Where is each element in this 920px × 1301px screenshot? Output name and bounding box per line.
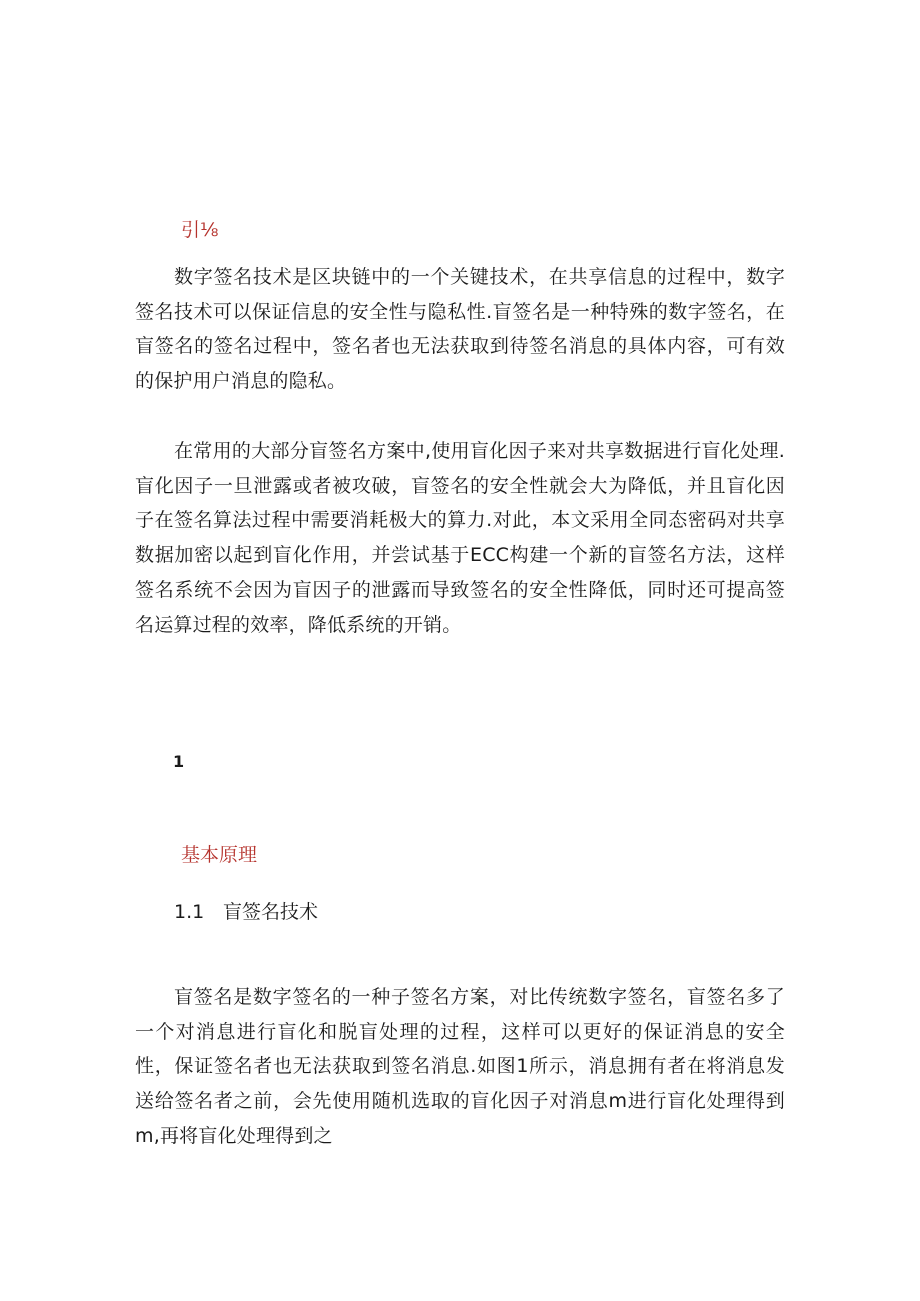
section-paragraph: 盲签名是数字签名的一种子签名方案，对比传统数字签名，盲签名多了一个对消息进行盲化和脱盲处理的过程，这样可以更好的保证消息的安全性，保证签名者也无法获取到签名消息.如图1所示，消息拥有者在将消息发送给签名者之前，会先使用随机选取的盲化因子对消息m进行盲化处理得到m,再将盲化处理得到之 [135,986,785,1147]
intro-paragraph-2: 在常用的大部分盲签名方案中,使用盲化因子来对共享数据进行盲化处理.盲化因子一旦泄露或者被攻破，盲签名的安全性就会大为降低，并且盲化因子在签名算法过程中需要消耗极大的算力.对此，本文采用全同态密码对共享数据加密以起到盲化作用，并尝试基于ECC构建一个新的盲签名方法，这样签名系统不会因为盲因子的泄露而导致签名的安全性降低，同时还可提高签名运算过程的效率，降低系统的开销。 [135,440,785,636]
subsection-number: 1.1 [174,901,205,923]
section-number: 1 [173,752,185,771]
section-heading: 基本原理 [181,844,258,866]
intro-paragraph-1: 数字签名技术是区块链中的一个关键技术，在共享信息的过程中，数字签名技术可以保证信息的安全性与隐私性.盲签名是一种特殊的数字签名，在盲签名的签名过程中，签名者也无法获取到待签名消息的具体内容，可有效的保护用户消息的隐私。 [135,266,785,393]
subsection-title: 盲签名技术 [223,901,319,923]
intro-heading: 引⅛ [181,219,219,241]
subsection-heading [174,900,318,924]
